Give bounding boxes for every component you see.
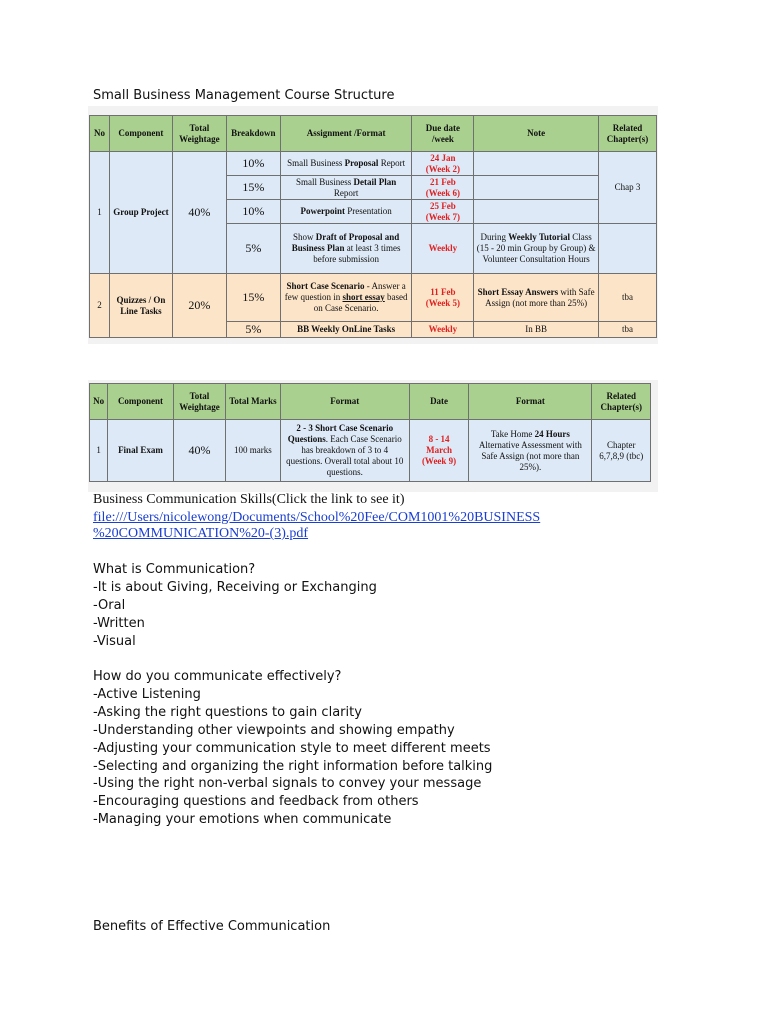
table-row <box>90 420 651 482</box>
final-exam-table-image <box>88 380 658 492</box>
breakdown-cell: 10% <box>226 200 280 224</box>
exam-date: 8 - 14 March (Week 9) <box>409 420 469 482</box>
header-due-date: Due date /week <box>412 116 474 152</box>
quiz-no: 2 <box>90 274 110 338</box>
exam-no: 1 <box>90 420 108 482</box>
note-cell <box>474 152 599 176</box>
list-item: -Selecting and organizing the right information before talking <box>93 758 493 774</box>
exam-component: Final Exam <box>108 420 174 482</box>
group-component: Group Project <box>109 152 172 274</box>
header-format-2: Format <box>469 384 592 420</box>
header-date: Date <box>409 384 469 420</box>
question-heading: What is Communication? <box>93 562 256 577</box>
exam-marks: 100 marks <box>226 420 280 482</box>
table-row <box>90 152 657 176</box>
list-item: -It is about Giving, Receiving or Exchanging <box>93 579 377 595</box>
assignment-cell: Small Business Proposal Report <box>280 152 412 176</box>
table-row <box>90 274 657 322</box>
list-item: -Using the right non-verbal signals to convey your message <box>93 776 482 792</box>
list-item: -Understanding other viewpoints and showing empathy <box>93 722 455 738</box>
header-total-marks: Total Marks <box>226 384 280 420</box>
breakdown-cell: 15% <box>226 274 280 322</box>
note-cell: During Weekly Tutorial Class (15 - 20 min Group by Group) & Volunteer Consultation Hours <box>474 224 599 274</box>
course-structure-table-image <box>88 106 658 344</box>
assignment-cell: BB Weekly OnLine Tasks <box>280 322 412 338</box>
exam-format-2: Take Home 24 Hours Alternative Assessment with Safe Assign (not more than 25%). <box>469 420 592 482</box>
question-heading: How do you communicate effectively? <box>93 669 342 684</box>
course-structure-table <box>89 115 657 338</box>
list-item: -Encouraging questions and feedback from others <box>93 794 419 810</box>
chapter-cell: tba <box>598 322 656 338</box>
header-format: Format <box>280 384 409 420</box>
list-item: -Adjusting your communication style to meet different meets <box>93 740 491 756</box>
header-related-chapters: Related Chapter(s) <box>592 384 651 420</box>
breakdown-cell: 5% <box>226 322 280 338</box>
list-item: -Visual <box>93 633 136 649</box>
benefits-heading: Benefits of Effective Communication <box>93 919 331 934</box>
note-cell: In BB <box>474 322 599 338</box>
note-cell <box>474 176 599 200</box>
header-component: Component <box>108 384 174 420</box>
due-cell: 11 Feb (Week 5) <box>412 274 474 322</box>
header-related-chapters: Related Chapter(s) <box>598 116 656 152</box>
header-total-weightage: Total Weightage <box>173 384 225 420</box>
assignment-cell: Show Draft of Proposal and Business Plan at least 3 times before submission <box>280 224 412 274</box>
header-breakdown: Breakdown <box>226 116 280 152</box>
assignment-cell: Small Business Detail Plan Report <box>280 176 412 200</box>
quiz-weight: 20% <box>172 274 226 338</box>
header-note: Note <box>474 116 599 152</box>
group-weight: 40% <box>172 152 226 274</box>
header-no: No <box>90 384 108 420</box>
exam-weight: 40% <box>173 420 225 482</box>
list-item: -Managing your emotions when communicate <box>93 812 392 828</box>
due-cell: 24 Jan (Week 2) <box>412 152 474 176</box>
header-total-weightage: Total Weightage <box>172 116 226 152</box>
due-cell: Weekly <box>412 322 474 338</box>
list-item: -Asking the right questions to gain clarity <box>93 704 362 720</box>
breakdown-cell: 10% <box>226 152 280 176</box>
due-cell: 21 Feb (Week 6) <box>412 176 474 200</box>
breakdown-cell: 5% <box>226 224 280 274</box>
chapter-cell: tba <box>598 274 656 322</box>
exam-chapter: Chapter 6,7,8,9 (tbc) <box>592 420 651 482</box>
group-chapter: Chap 3 <box>598 152 656 224</box>
pdf-link[interactable]: file:///Users/nicolewong/Documents/School%20Fee/COM1001%20BUSINESS %20COMMUNICATION%20-(3).pdf <box>93 510 541 541</box>
header-component: Component <box>109 116 172 152</box>
list-item: -Active Listening <box>93 686 201 702</box>
breakdown-cell: 15% <box>226 176 280 200</box>
list-item: -Oral <box>93 597 126 613</box>
due-cell: 25 Feb (Week 7) <box>412 200 474 224</box>
group-no: 1 <box>90 152 110 274</box>
document-title: Small Business Management Course Structure <box>93 88 395 103</box>
what-is-communication-section <box>93 561 377 651</box>
link-heading: Business Communication Skills(Click the link to see it) <box>93 492 405 507</box>
final-exam-table <box>89 383 651 482</box>
due-cell: Weekly <box>412 224 474 274</box>
list-item: -Written <box>93 615 145 631</box>
note-cell: Short Essay Answers with Safe Assign (not more than 25%) <box>474 274 599 322</box>
communicate-effectively-section <box>93 668 492 829</box>
assignment-cell: Powerpoint Presentation <box>280 200 412 224</box>
chapter-cell <box>598 224 656 274</box>
note-cell <box>474 200 599 224</box>
quiz-component: Quizzes / On Line Tasks <box>109 274 172 338</box>
header-assignment-format: Assignment /Format <box>280 116 412 152</box>
assignment-cell: Short Case Scenario - Answer a few question in short essay based on Case Scenario. <box>280 274 412 322</box>
exam-format: 2 - 3 Short Case Scenario Questions. Each Case Scenario has breakdown of 3 to 4 questions. Overall total about 10 questions. <box>280 420 409 482</box>
header-no: No <box>90 116 110 152</box>
